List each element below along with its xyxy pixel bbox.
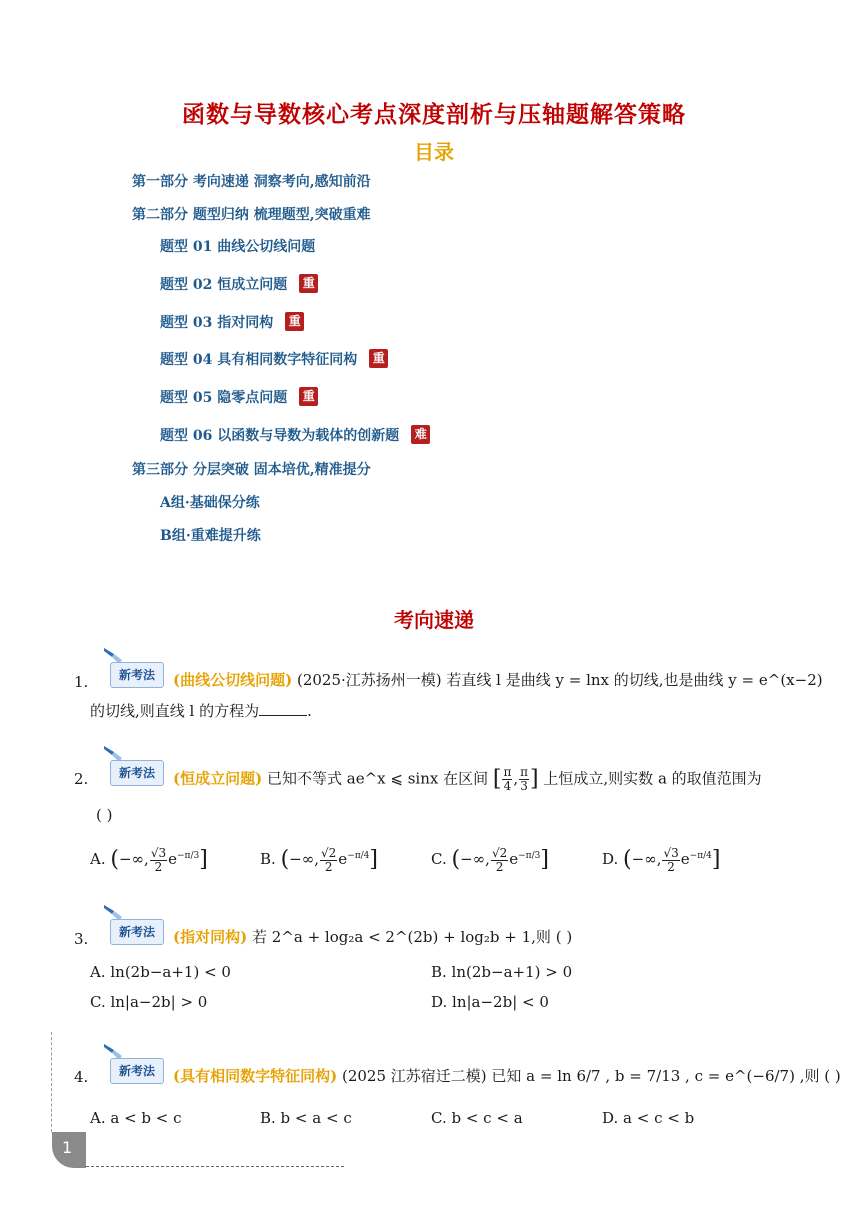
- toc-item-type05[interactable]: [160, 388, 318, 408]
- question-2-stem-b: 上恒成立,则实数 a 的取值范围为: [543, 769, 762, 788]
- hard-badge: 难: [411, 425, 430, 444]
- new-method-stamp: [106, 754, 164, 784]
- option-b[interactable]: B. ln(2b−a+1) > 0: [431, 963, 573, 981]
- question-1-stem: [173, 669, 823, 691]
- question-2-stem: (恒成立问题) 已知不等式 ae^x ⩽ sinx 在区间 [ $\frac{\pi}{4}$ , $\frac{\pi}{3}$ ] 上恒成立,则实数 a 的取值范围为: [173, 765, 762, 793]
- option-d[interactable]: D. a < c < b: [602, 1109, 695, 1127]
- option-a[interactable]: A. (−∞, $\frac{√3}{2}$ $e^{-\pi/3}$]: [90, 845, 208, 874]
- stamp-label: 新考法: [110, 760, 164, 786]
- key-badge: 重: [299, 274, 318, 293]
- option-c[interactable]: C. b < c < a: [431, 1109, 523, 1127]
- interval-bracket: [: [492, 766, 502, 792]
- option-b[interactable]: B. (−∞, $\frac{√2}{2}$ $e^{-\pi/4}$]: [260, 845, 378, 874]
- toc-item-part3[interactable]: [132, 460, 371, 480]
- question-number: 4.: [74, 1068, 89, 1086]
- toc-item-label: 第一部分 考向速递 洞察考向,感知前沿: [132, 174, 371, 190]
- question-number: 3.: [74, 930, 89, 948]
- stamp-label: 新考法: [110, 1058, 164, 1084]
- stamp-label: 新考法: [110, 662, 164, 688]
- toc-item-type03[interactable]: [160, 313, 304, 333]
- toc-item-label: 题型 05 隐零点问题: [160, 390, 288, 406]
- fraction: $\frac{\pi}{4}$: [503, 765, 512, 793]
- question-2-stem-a: 已知不等式 ae^x ⩽ sinx 在区间: [266, 769, 489, 788]
- option-a[interactable]: A. ln(2b−a+1) < 0: [90, 963, 231, 981]
- option-c[interactable]: C. ln|a−2b| > 0: [90, 993, 208, 1011]
- toc-item-part2[interactable]: [132, 205, 371, 225]
- new-method-stamp: [106, 913, 164, 943]
- toc-heading: 目录: [414, 140, 454, 164]
- option-b[interactable]: B. b < a < c: [260, 1109, 352, 1127]
- toc-item-label: 第三部分 分层突破 固本培优,精准提分: [132, 462, 371, 478]
- option-letter: D.: [602, 850, 619, 868]
- question-number: 2.: [74, 770, 89, 788]
- question-number: 1.: [74, 673, 89, 691]
- question-4-stem: [173, 1065, 841, 1087]
- toc-item-group-b[interactable]: [160, 526, 261, 546]
- section-title: 考向速递: [394, 608, 474, 632]
- toc-item-type06[interactable]: [160, 426, 430, 446]
- answer-blank[interactable]: [259, 701, 307, 716]
- question-1-line2-text: 的切线,则直线 l 的方程为: [90, 702, 260, 720]
- question-tag: (具有相同数字特征同构): [173, 1067, 338, 1085]
- stamp-label: 新考法: [110, 919, 164, 945]
- question-3-stem: [173, 926, 572, 948]
- question-tag: (曲线公切线问题): [173, 671, 293, 689]
- question-tag: (恒成立问题): [173, 769, 263, 788]
- new-method-stamp: [106, 656, 164, 686]
- toc-item-label: 题型 06 以函数与导数为载体的创新题: [160, 428, 400, 444]
- new-method-stamp: [106, 1052, 164, 1082]
- toc-item-label: 题型 04 具有相同数字特征同构: [160, 352, 358, 368]
- interval-bracket: ]: [530, 766, 539, 792]
- option-letter: A.: [90, 850, 106, 868]
- toc-item-label: 第二部分 题型归纳 梳理题型,突破重难: [132, 207, 371, 223]
- question-1-line1: (2025·江苏扬州一模) 若直线 l 是曲线 y = lnx 的切线,也是曲线 y = e^(x−2): [296, 671, 823, 689]
- footer-dashed-line: [86, 1166, 344, 1167]
- page-border-dashed: [51, 1032, 52, 1132]
- answer-paren: ( ): [96, 806, 113, 824]
- question-3-stem-text: 若 2^a + log₂a < 2^(2b) + log₂b + 1,则 ( ): [251, 928, 573, 946]
- period: .: [307, 702, 312, 720]
- toc-item-label: 题型 03 指对同构: [160, 315, 274, 331]
- option-letter: B.: [260, 850, 276, 868]
- toc-item-label: B组·重难提升练: [160, 528, 261, 544]
- toc-item-label: A组·基础保分练: [160, 495, 260, 511]
- key-badge: 重: [285, 312, 304, 331]
- question-4-stem-text: (2025 江苏宿迁二模) 已知 a = ln 6/7 , b = 7/13 , c = e^(−6/7) ,则 ( ): [341, 1067, 841, 1085]
- toc-item-label: 题型 01 曲线公切线问题: [160, 239, 316, 255]
- toc-item-type02[interactable]: [160, 275, 318, 295]
- option-letter: C.: [431, 850, 447, 868]
- document-title: 函数与导数核心考点深度剖析与压轴题解答策略: [182, 101, 686, 128]
- toc-item-type01[interactable]: [160, 237, 315, 257]
- option-d[interactable]: D. (−∞, $\frac{√3}{2}$ $e^{-\pi/4}$]: [602, 845, 721, 874]
- question-tag: (指对同构): [173, 928, 248, 946]
- option-d[interactable]: D. ln|a−2b| < 0: [431, 993, 549, 1011]
- toc-item-label: 题型 02 恒成立问题: [160, 277, 288, 293]
- key-badge: 重: [299, 387, 318, 406]
- toc-item-part1[interactable]: [132, 172, 371, 192]
- option-a[interactable]: A. a < b < c: [90, 1109, 182, 1127]
- question-1-line2: [90, 700, 312, 722]
- toc-item-group-a[interactable]: [160, 493, 260, 513]
- option-c[interactable]: C. (−∞, $\frac{√2}{2}$ $e^{-\pi/3}$]: [431, 845, 549, 874]
- page-number: 1: [62, 1138, 73, 1157]
- key-badge: 重: [369, 349, 388, 368]
- toc-item-type04[interactable]: [160, 350, 388, 370]
- fraction: $\frac{\pi}{3}$: [520, 765, 529, 793]
